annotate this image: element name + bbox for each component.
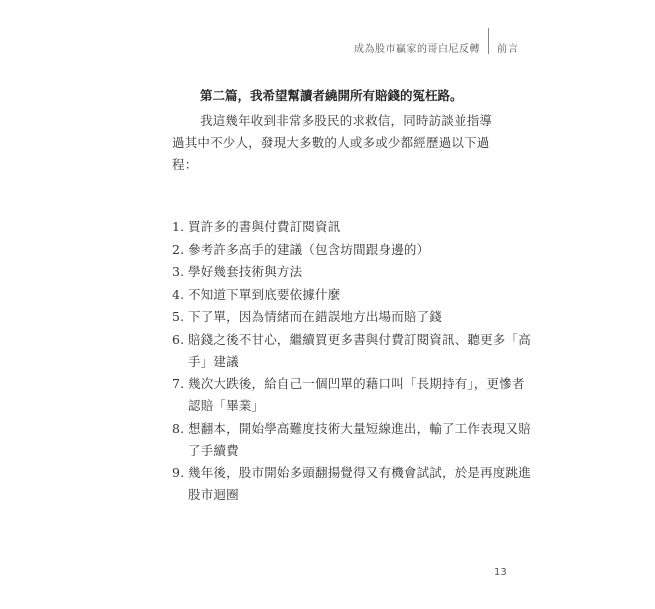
list-number: 3. xyxy=(172,264,185,279)
list-item xyxy=(172,418,531,462)
list-text: 想翻本，開始學高難度技術大量短線進出，輸了工作表現又賠 xyxy=(188,420,531,436)
list-number: 4. xyxy=(172,286,185,302)
list-text-continued: 了手續費 xyxy=(188,442,239,458)
list-text: 買許多的書與付費訂閱資訊 xyxy=(188,219,341,234)
intro-paragraph: 我這幾年收到非常多股民的求救信，同時訪談並指導過其中不少人，發現大多數的人或多或少都經歷過以下過程： xyxy=(172,113,493,172)
list-item xyxy=(172,239,502,261)
list-text: 學好幾套技術與方法 xyxy=(188,264,303,279)
page-number: 13 xyxy=(494,567,507,578)
list-item xyxy=(172,284,502,306)
list-number: 9. xyxy=(172,465,185,480)
list-number: 1. xyxy=(172,219,185,234)
list-text: 參考許多高手的建議（包含坊間跟身邊的） xyxy=(188,241,430,257)
list-number: 2. xyxy=(172,241,185,257)
book-title: 成為股市贏家的哥白尼反轉 xyxy=(354,43,480,55)
chapter-label: 前言 xyxy=(497,43,519,55)
list-number: 7. xyxy=(172,376,185,391)
section-heading: 第二篇，我希望幫讀者繞開所有賠錢的冤枉路。 xyxy=(200,88,463,103)
list-item xyxy=(172,373,525,417)
list-number: 8. xyxy=(172,420,185,436)
process-list xyxy=(172,216,531,506)
list-text-continued: 手」建議 xyxy=(188,353,239,369)
list-item xyxy=(172,329,531,373)
header-divider xyxy=(488,28,489,54)
list-text: 下了單，因為情緒而在錯誤地方出場而賠了錢 xyxy=(188,309,443,324)
list-text-continued: 認賠「畢業」 xyxy=(188,398,265,413)
list-text: 幾次大跌後，給自己一個凹單的藉口叫「長期持有」，更慘者 xyxy=(188,376,525,391)
list-text-continued: 股市迴圈 xyxy=(188,487,239,502)
list-text: 賠錢之後不甘心，繼續買更多書與付費訂閱資訊、聽更多「高 xyxy=(188,331,531,347)
list-item xyxy=(172,261,502,283)
page-body xyxy=(172,86,531,507)
list-item xyxy=(172,462,531,506)
list-item xyxy=(172,306,502,328)
list-number: 6. xyxy=(172,331,185,347)
list-text: 不知道下單到底要依據什麼 xyxy=(188,286,341,302)
list-item xyxy=(172,216,502,238)
list-number: 5. xyxy=(172,309,185,324)
running-header xyxy=(354,34,519,60)
list-text: 幾年後，股市開始多頭翻揚覺得又有機會試試，於是再度跳進 xyxy=(188,465,531,480)
